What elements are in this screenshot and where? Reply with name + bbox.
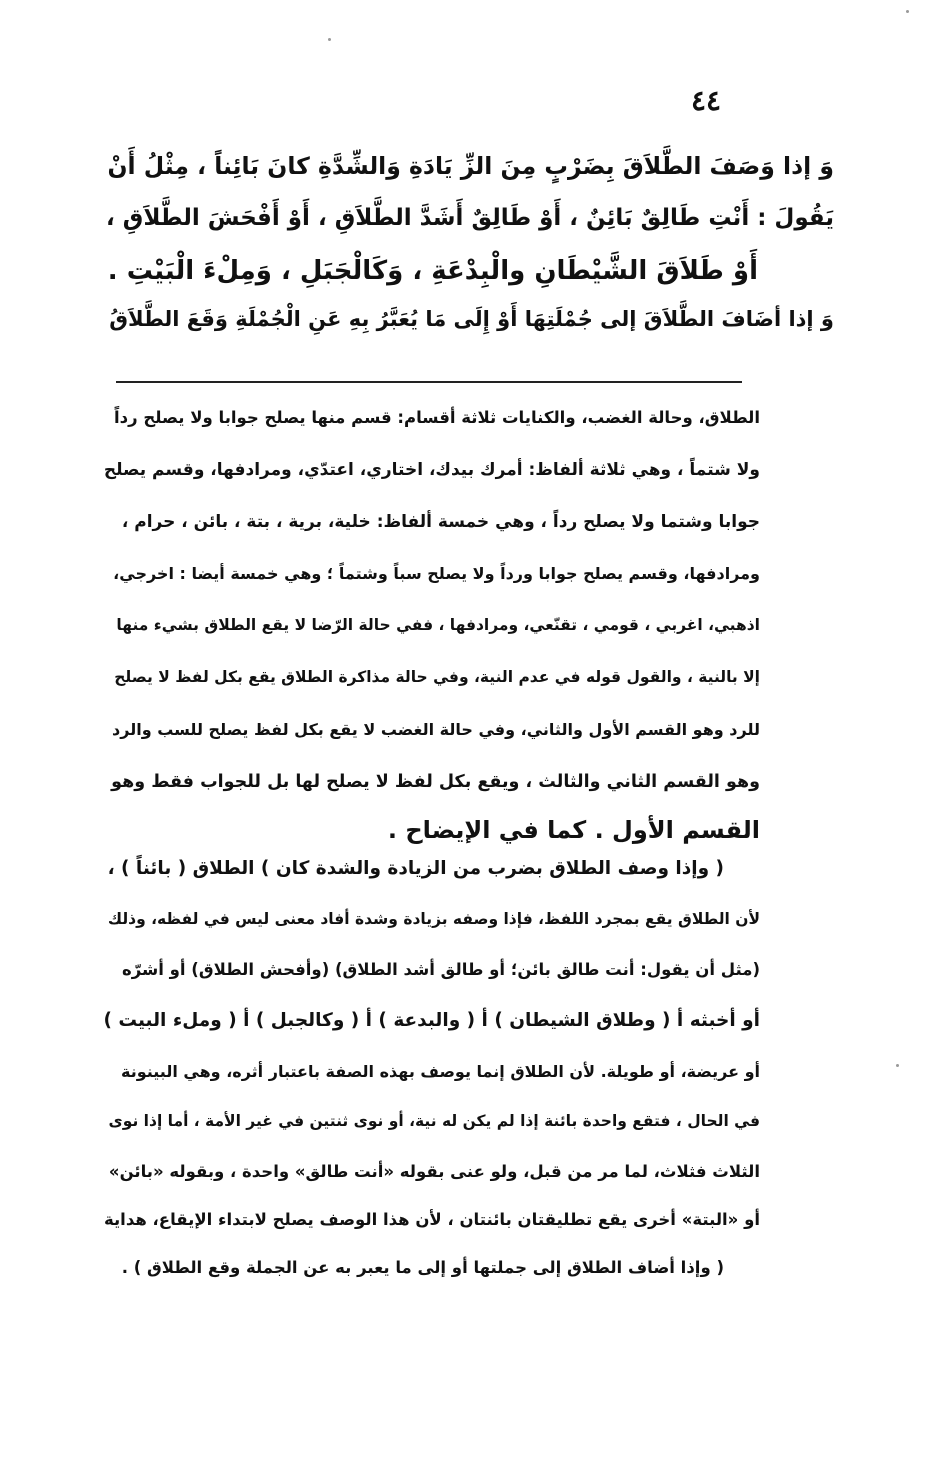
paper-speck xyxy=(328,38,331,41)
footnote-line: الطلاق، وحالة الغضب، والكنايات ثلاثة أقسام: قسم منها يصلح جوابا ولا يصلح رداً xyxy=(114,408,760,427)
footnote-line: جوابا وشتما ولا يصلح رداً ، وهي خمسة ألفاظ: خلية، برية ، بتة ، بائن ، حرام ، xyxy=(121,512,760,532)
footnote-line: (مثل أن يقول: أنت طالق بائن؛ أو طالق أشد الطلاق) (وأفحش الطلاق) أو أشرّه xyxy=(121,960,760,979)
footnote-line: ومرادفها، وقسم يصلح جوابا ورداً ولا يصلح سباً وشتماً ؛ وهي خمسة أيضا : اخرجي، xyxy=(113,564,760,583)
footnote-line: أو «البتة» أخرى يقع تطليقتان بائنتان ، لأن هذا الوصف يصلح لابتداء الإيقاع، هداية xyxy=(103,1210,760,1229)
footnote-line: وهو القسم الثاني والثالث ، ويقع بكل لفظ لا يصلح لها بل للجواب فقط وهو xyxy=(111,772,760,792)
footnote-line: ( وإذا أضاف الطلاق إلى جملتها أو إلى ما يعبر به عن الجملة وقع الطلاق ) . xyxy=(121,1258,724,1277)
main-text-line: يَقُولَ : أَنْتِ طَالِقٌ بَائِنٌ ، أَوْ طَالِقٌ أَشَدَّ الطَّلاَقِ ، أَوْ أَفْحَشَ الطَّلاَقِ ، xyxy=(106,205,834,231)
page-number: ٤٤ xyxy=(690,84,722,117)
footnote-line: الثلاث فثلاث، لما مر من قبل، ولو عنى بقوله «أنت طالق» واحدة ، وبقوله «بائن» xyxy=(108,1162,760,1181)
footnote-line: للرد وهو القسم الأول والثاني، وفي حالة الغضب لا يقع بكل لفظ يصلح للسب والرد xyxy=(112,720,760,739)
footnote-line: لأن الطلاق يقع بمجرد اللفظ، فإذا وصفه بزيادة وشدة أفاد معنى ليس في لفظه، وذلك xyxy=(107,910,760,928)
footnote-line: إلا بالنية ، والقول قوله في عدم النية، وفي حالة مذاكرة الطلاق يقع بكل لفظ لا يصلح xyxy=(114,668,760,686)
footnote-divider xyxy=(116,381,742,383)
footnote-line: القسم الأول . كما في الإيضاح . xyxy=(387,816,760,844)
paper-speck xyxy=(896,1064,899,1067)
footnote-line: ولا شتماً ، وهي ثلاثة ألفاظ: أمرك بيدك، اختاري، اعتدّي، ومرادفها، وقسم يصلح xyxy=(103,460,760,480)
footnote-line: ( وإذا وصف الطلاق بضرب من الزيادة والشدة كان ) الطلاق ( بائناً ) ، xyxy=(107,858,724,879)
footnote-line: أو أخبثه أ ( وطلاق الشيطان ) أ ( والبدعة ) أ ( وكالجبل ) أ ( وملء البيت ) xyxy=(103,1010,760,1031)
main-text-line: وَ إذا وَصَفَ الطَّلاَقَ بِضَرْبٍ مِنَ الزِّ يَادَةِ وَالشِّدَّةِ كانَ بَائِناً ، مِثْلُ أَنْ xyxy=(107,152,834,180)
main-text-line: وَ إذا أضَافَ الطَّلاَقَ إلى جُمْلَتِهَا أَوْ إِلَى مَا يُعَبَّرُ بِهِ عَنِ الْجُمْلَةِ وَقَعَ الطَّلاَقُ xyxy=(109,307,834,331)
footnote-line: أو عريضة، أو طويلة. لأن الطلاق إنما يوصف بهذه الصفة باعتبار أثره، وهي البينونة xyxy=(121,1062,760,1081)
main-text-line: أَوْ طَلاَقَ الشَّيْطَانِ والْبِدْعَةِ ، وَكَالْجَبَلِ ، وَمِلْءَ الْبَيْتِ . xyxy=(107,256,758,286)
footnote-line: في الحال ، فتقع واحدة بائنة إذا لم يكن له نية، أو نوى ثنتين في غير الأمة ، أما إذا نوى xyxy=(108,1112,760,1130)
paper-speck xyxy=(906,10,909,13)
footnote-line: اذهبي، اغربي ، قومي ، تقنّعي، ومرادفها ، ففي حالة الرّضا لا يقع الطلاق بشيء منها xyxy=(116,616,760,634)
